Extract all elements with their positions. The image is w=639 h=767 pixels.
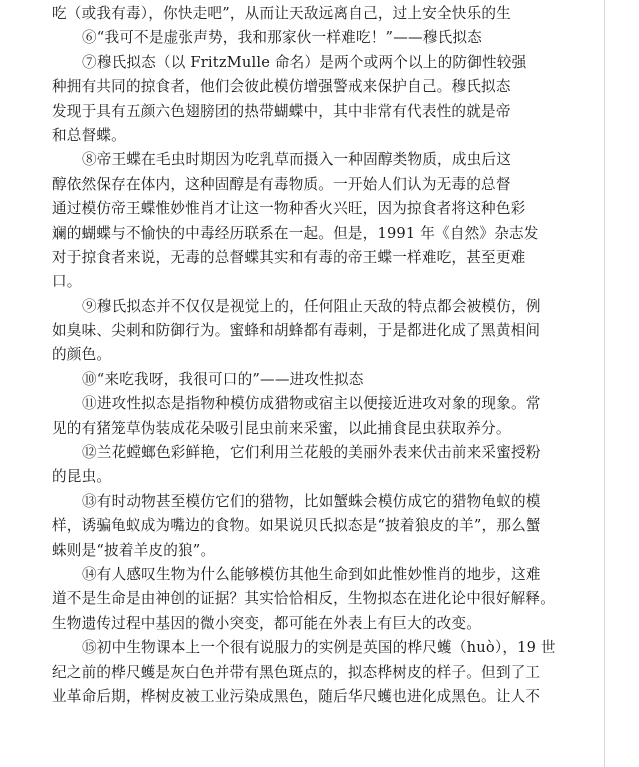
text-line: ⑬有时动物甚至模仿它们的猎物，比如蟹蛛会模仿成它的猎物龟蚁的模 bbox=[82, 492, 541, 510]
text-line: 纪之前的桦尺蠖是灰白色并带有黑色斑点的，拟态桦树皮的样子。但到了工 bbox=[52, 663, 541, 681]
text-line: 业革命后期，桦树皮被工业污染成黑色，随后华尺蠖也进化成黑色。让人不 bbox=[52, 687, 541, 705]
text-line: 吃（或我有毒），你快走吧”，从而让天敌远离自己，过上安全快乐的生 bbox=[52, 5, 511, 22]
text-line: 道不是生命是由神创的证据？其实恰恰相反，生物拟态在进化论中很好解释。 bbox=[52, 590, 555, 608]
text-line: ⑪进攻性拟态是指物种模仿成猎物或宿主以便接近进攻对象的现象。常 bbox=[82, 395, 541, 413]
text-line: 醇依然保存在体内，这种固醇是有毒物质。一开始人们认为无毒的总督 bbox=[52, 175, 511, 193]
text-line: ⑩“来吃我呀，我很可口的”——进攻性拟态 bbox=[82, 370, 364, 388]
text-line: 斓的蝴蝶与不愉快的中毒经历联系在一起。但是，1991 年《自然》杂志发 bbox=[52, 224, 539, 242]
document-body bbox=[52, 2, 600, 709]
text-line: ⑧帝王蝶在毛虫时期因为吃乳草而摄入一种固醇类物质，成虫后这 bbox=[82, 151, 512, 169]
text-line: 的颜色。 bbox=[52, 346, 112, 364]
page-edge-divider bbox=[604, 0, 605, 767]
text-line: ⑫兰花螳螂色彩鲜艳，它们利用兰花般的美丽外表来伏击前来采蜜授粉 bbox=[82, 444, 541, 462]
text-line: ⑭有人感叹生物为什么能够模仿其他生命到如此惟妙惟肖的地步，这难 bbox=[82, 565, 541, 583]
text-line: ⑨穆氏拟态并不仅仅是视觉上的，任何阻止天敌的特点都会被模仿，例 bbox=[82, 297, 541, 315]
text-line: 口。 bbox=[52, 273, 82, 291]
text-line: 种拥有共同的掠食者，他们会彼此模仿增强警戒来保护自己。穆氏拟态 bbox=[52, 78, 511, 96]
text-line: 样，诱骗龟蚁成为嘴边的食物。如果说贝氏拟态是“披着狼皮的羊”，那么蟹 bbox=[52, 517, 541, 535]
text-line: 的昆虫。 bbox=[52, 468, 112, 486]
text-line: ⑥“我可不是虚张声势，我和那家伙一样难吃！”——穆氏拟态 bbox=[82, 29, 482, 47]
text-line: 发现于具有五颜六色翅膀团的热带蝴蝶中，其中非常有代表性的就是帝 bbox=[52, 102, 511, 120]
text-line: ⑮初中生物课本上一个很有说服力的实例是英国的桦尺蠖（huò），19 世 bbox=[82, 639, 556, 657]
text-line: 如臭味、尖刺和防御行为。蜜蜂和胡蜂都有毒刺，于是都进化成了黑黄相间 bbox=[52, 322, 541, 340]
text-line: ⑦穆氏拟态（以 FritzMulle 命名）是两个或两个以上的防御性较强 bbox=[82, 53, 527, 71]
text-line: 对于掠食者来说，无毒的总督蝶其实和有毒的帝王蝶一样难吃，甚至更难 bbox=[52, 248, 526, 266]
text-line: 生物遗传过程中基因的微小突变，都可能在外表上有巨大的改变。 bbox=[52, 614, 482, 632]
text-line: 和总督蝶。 bbox=[52, 126, 126, 144]
text-line: 见的有猪笼草伪装成花朵吸引昆虫前来采蜜，以此捕食昆虫获取养分。 bbox=[52, 419, 511, 437]
text-line: 通过模仿帝王蝶惟妙惟肖才让这一物种香火兴旺，因为掠食者将这种色彩 bbox=[52, 200, 526, 218]
text-line: 蛛则是“披着羊皮的狼”。 bbox=[52, 541, 216, 559]
